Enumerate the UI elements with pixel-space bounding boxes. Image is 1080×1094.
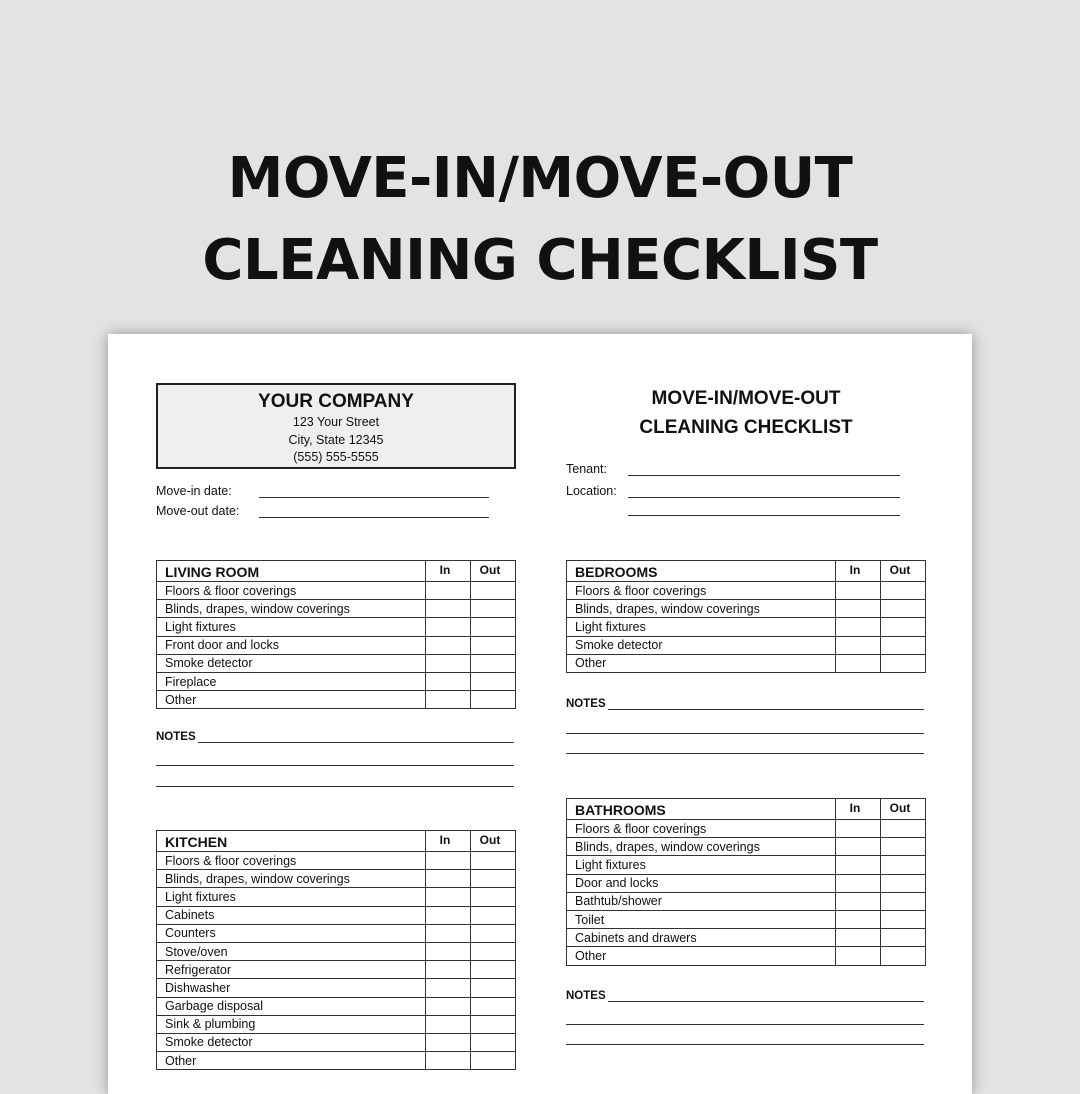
checklist-item-label: Light fixtures bbox=[567, 856, 836, 874]
table-row bbox=[157, 1033, 516, 1051]
in-checkbox-cell[interactable] bbox=[426, 1033, 471, 1051]
move-out-date-row bbox=[156, 500, 489, 518]
company-city: City, State 12345 bbox=[288, 432, 384, 447]
checklist-item-label: Smoke detector bbox=[157, 654, 426, 672]
checklist-item-label: Cabinets bbox=[157, 906, 426, 924]
checklist-item-label: Counters bbox=[157, 924, 426, 942]
in-checkbox-cell[interactable] bbox=[836, 947, 881, 965]
checklist-item-label: Floors & floor coverings bbox=[157, 852, 426, 870]
in-checkbox-cell[interactable] bbox=[426, 600, 471, 618]
in-column-header: In bbox=[426, 831, 471, 852]
tenant-row bbox=[566, 458, 900, 476]
checklist-item-label: Door and locks bbox=[567, 874, 836, 892]
out-checkbox-cell[interactable] bbox=[471, 997, 516, 1015]
move-in-date-row bbox=[156, 480, 489, 498]
tenant-label: Tenant: bbox=[566, 462, 608, 476]
checklist-item-label: Stove/oven bbox=[157, 942, 426, 960]
checklist-item-label: Blinds, drapes, window coverings bbox=[567, 838, 836, 856]
living-room-notes-line[interactable] bbox=[156, 765, 514, 766]
checklist-item-label: Floors & floor coverings bbox=[567, 582, 836, 600]
in-checkbox-cell[interactable] bbox=[426, 906, 471, 924]
in-column-header: In bbox=[836, 799, 881, 820]
living-room-notes-line[interactable] bbox=[156, 786, 514, 787]
in-checkbox-cell[interactable] bbox=[426, 654, 471, 672]
notes-label: NOTES bbox=[566, 698, 606, 710]
out-checkbox-cell[interactable] bbox=[471, 924, 516, 942]
checklist-item-label: Other bbox=[567, 947, 836, 965]
living-room-notes bbox=[156, 731, 514, 743]
out-column-header: Out bbox=[881, 561, 926, 582]
out-checkbox-cell[interactable] bbox=[881, 947, 926, 965]
in-checkbox-cell[interactable] bbox=[426, 618, 471, 636]
out-checkbox-cell[interactable] bbox=[471, 888, 516, 906]
out-checkbox-cell[interactable] bbox=[471, 618, 516, 636]
table-row bbox=[157, 654, 516, 672]
table-row bbox=[567, 636, 926, 654]
out-checkbox-cell[interactable] bbox=[881, 582, 926, 600]
out-checkbox-cell[interactable] bbox=[471, 979, 516, 997]
in-checkbox-cell[interactable] bbox=[836, 910, 881, 928]
checklist-item-label: Cabinets and drawers bbox=[567, 929, 836, 947]
out-checkbox-cell[interactable] bbox=[471, 1015, 516, 1033]
in-checkbox-cell[interactable] bbox=[426, 1015, 471, 1033]
in-checkbox-cell[interactable] bbox=[426, 979, 471, 997]
bathrooms-notes-line[interactable] bbox=[566, 1044, 924, 1045]
table-row bbox=[157, 618, 516, 636]
document-title-line-1: MOVE-IN/MOVE-OUT bbox=[651, 388, 841, 409]
section-title: BEDROOMS bbox=[567, 561, 836, 582]
hero-title-line-2: CLEANING CHECKLIST bbox=[202, 228, 878, 293]
out-checkbox-cell[interactable] bbox=[471, 852, 516, 870]
table-row bbox=[157, 691, 516, 709]
table-row bbox=[567, 910, 926, 928]
table-row bbox=[157, 906, 516, 924]
table-row bbox=[157, 924, 516, 942]
table-row bbox=[567, 856, 926, 874]
checklist-item-label: Other bbox=[567, 654, 836, 672]
in-column-header: In bbox=[426, 561, 471, 582]
table-row bbox=[567, 874, 926, 892]
bedrooms-table bbox=[566, 560, 926, 673]
out-checkbox-cell[interactable] bbox=[881, 618, 926, 636]
move-in-date-field[interactable] bbox=[259, 484, 489, 498]
checklist-item-label: Light fixtures bbox=[567, 618, 836, 636]
kitchen-table bbox=[156, 830, 516, 1070]
in-checkbox-cell[interactable] bbox=[836, 618, 881, 636]
table-row bbox=[157, 888, 516, 906]
out-checkbox-cell[interactable] bbox=[471, 1052, 516, 1070]
notes-field[interactable] bbox=[608, 698, 924, 710]
table-row bbox=[567, 820, 926, 838]
section-title: KITCHEN bbox=[157, 831, 426, 852]
checklist-item-label: Sink & plumbing bbox=[157, 1015, 426, 1033]
out-checkbox-cell[interactable] bbox=[881, 874, 926, 892]
in-checkbox-cell[interactable] bbox=[836, 856, 881, 874]
out-checkbox-cell[interactable] bbox=[881, 910, 926, 928]
in-column-header: In bbox=[836, 561, 881, 582]
checklist-item-label: Dishwasher bbox=[157, 979, 426, 997]
hero-title-line-1: MOVE-IN/MOVE-OUT bbox=[227, 146, 853, 211]
table-row bbox=[157, 997, 516, 1015]
bathrooms-notes-line[interactable] bbox=[566, 1024, 924, 1025]
in-checkbox-cell[interactable] bbox=[426, 672, 471, 690]
table-header-row bbox=[567, 561, 926, 582]
move-in-date-label: Move-in date: bbox=[156, 484, 232, 498]
checklist-item-label: Smoke detector bbox=[567, 636, 836, 654]
tenant-field[interactable] bbox=[628, 462, 900, 476]
table-row bbox=[157, 1052, 516, 1070]
out-checkbox-cell[interactable] bbox=[471, 691, 516, 709]
out-checkbox-cell[interactable] bbox=[471, 654, 516, 672]
checklist-sheet bbox=[108, 334, 972, 1094]
move-out-date-field[interactable] bbox=[259, 504, 489, 518]
in-checkbox-cell[interactable] bbox=[836, 874, 881, 892]
document-title bbox=[566, 384, 926, 442]
out-checkbox-cell[interactable] bbox=[471, 870, 516, 888]
document-title-line-2: CLEANING CHECKLIST bbox=[639, 417, 853, 438]
checklist-item-label: Other bbox=[157, 691, 426, 709]
out-checkbox-cell[interactable] bbox=[471, 1033, 516, 1051]
in-checkbox-cell[interactable] bbox=[836, 838, 881, 856]
in-checkbox-cell[interactable] bbox=[426, 852, 471, 870]
out-checkbox-cell[interactable] bbox=[471, 961, 516, 979]
location-label: Location: bbox=[566, 484, 617, 498]
out-checkbox-cell[interactable] bbox=[881, 838, 926, 856]
checklist-item-label: Blinds, drapes, window coverings bbox=[567, 600, 836, 618]
in-checkbox-cell[interactable] bbox=[426, 691, 471, 709]
in-checkbox-cell[interactable] bbox=[836, 582, 881, 600]
table-row bbox=[157, 852, 516, 870]
out-checkbox-cell[interactable] bbox=[881, 636, 926, 654]
company-phone: (555) 555-5555 bbox=[293, 450, 379, 464]
table-row bbox=[567, 582, 926, 600]
out-checkbox-cell[interactable] bbox=[471, 582, 516, 600]
bedrooms-notes-line[interactable] bbox=[566, 753, 924, 754]
out-checkbox-cell[interactable] bbox=[881, 929, 926, 947]
out-checkbox-cell[interactable] bbox=[471, 942, 516, 960]
table-header-row bbox=[567, 799, 926, 820]
out-checkbox-cell[interactable] bbox=[471, 636, 516, 654]
table-row bbox=[157, 582, 516, 600]
checklist-item-label: Light fixtures bbox=[157, 888, 426, 906]
table-row bbox=[567, 600, 926, 618]
checklist-item-label: Front door and locks bbox=[157, 636, 426, 654]
out-checkbox-cell[interactable] bbox=[881, 820, 926, 838]
out-column-header: Out bbox=[471, 561, 516, 582]
table-row bbox=[157, 600, 516, 618]
out-checkbox-cell[interactable] bbox=[881, 600, 926, 618]
out-checkbox-cell[interactable] bbox=[471, 672, 516, 690]
bedrooms-notes bbox=[566, 698, 924, 710]
table-row bbox=[157, 672, 516, 690]
table-row bbox=[567, 654, 926, 672]
bathrooms-table bbox=[566, 798, 926, 966]
section-title: LIVING ROOM bbox=[157, 561, 426, 582]
in-checkbox-cell[interactable] bbox=[426, 636, 471, 654]
in-checkbox-cell[interactable] bbox=[426, 1052, 471, 1070]
in-checkbox-cell[interactable] bbox=[836, 600, 881, 618]
in-checkbox-cell[interactable] bbox=[426, 942, 471, 960]
location-row bbox=[566, 480, 900, 498]
move-out-date-label: Move-out date: bbox=[156, 504, 240, 518]
checklist-item-label: Smoke detector bbox=[157, 1033, 426, 1051]
notes-label: NOTES bbox=[566, 990, 606, 1002]
notes-field[interactable] bbox=[608, 990, 924, 1002]
hero-title bbox=[0, 138, 1080, 302]
checklist-item-label: Blinds, drapes, window coverings bbox=[157, 870, 426, 888]
table-row bbox=[567, 929, 926, 947]
table-row bbox=[157, 636, 516, 654]
in-checkbox-cell[interactable] bbox=[426, 888, 471, 906]
section-title: BATHROOMS bbox=[567, 799, 836, 820]
table-row bbox=[567, 838, 926, 856]
living-room-table bbox=[156, 560, 516, 709]
checklist-item-label: Bathtub/shower bbox=[567, 892, 836, 910]
in-checkbox-cell[interactable] bbox=[426, 582, 471, 600]
out-checkbox-cell[interactable] bbox=[881, 654, 926, 672]
table-row bbox=[157, 979, 516, 997]
checklist-item-label: Garbage disposal bbox=[157, 997, 426, 1015]
location-field[interactable] bbox=[628, 484, 900, 498]
in-checkbox-cell[interactable] bbox=[426, 961, 471, 979]
company-name: YOUR COMPANY bbox=[258, 391, 414, 412]
in-checkbox-cell[interactable] bbox=[836, 636, 881, 654]
notes-field[interactable] bbox=[198, 731, 514, 743]
table-row bbox=[567, 892, 926, 910]
out-checkbox-cell[interactable] bbox=[471, 906, 516, 924]
checklist-item-label: Fireplace bbox=[157, 672, 426, 690]
location-field-line-2[interactable] bbox=[628, 515, 900, 516]
table-row bbox=[567, 947, 926, 965]
in-checkbox-cell[interactable] bbox=[836, 929, 881, 947]
checklist-item-label: Floors & floor coverings bbox=[567, 820, 836, 838]
in-checkbox-cell[interactable] bbox=[426, 997, 471, 1015]
out-checkbox-cell[interactable] bbox=[881, 856, 926, 874]
company-info-box bbox=[156, 383, 516, 469]
in-checkbox-cell[interactable] bbox=[426, 924, 471, 942]
notes-label: NOTES bbox=[156, 731, 196, 743]
checklist-item-label: Floors & floor coverings bbox=[157, 582, 426, 600]
table-header-row bbox=[157, 561, 516, 582]
bedrooms-notes-line[interactable] bbox=[566, 733, 924, 734]
in-checkbox-cell[interactable] bbox=[836, 654, 881, 672]
company-street: 123 Your Street bbox=[292, 415, 380, 429]
in-checkbox-cell[interactable] bbox=[836, 820, 881, 838]
checklist-item-label: Refrigerator bbox=[157, 961, 426, 979]
table-row bbox=[157, 942, 516, 960]
bathrooms-notes bbox=[566, 990, 924, 1002]
table-row bbox=[157, 961, 516, 979]
out-checkbox-cell[interactable] bbox=[881, 892, 926, 910]
checklist-item-label: Toilet bbox=[567, 910, 836, 928]
table-row bbox=[157, 870, 516, 888]
out-checkbox-cell[interactable] bbox=[471, 600, 516, 618]
checklist-item-label: Other bbox=[157, 1052, 426, 1070]
checklist-item-label: Blinds, drapes, window coverings bbox=[157, 600, 426, 618]
in-checkbox-cell[interactable] bbox=[836, 892, 881, 910]
checklist-item-label: Light fixtures bbox=[157, 618, 426, 636]
out-column-header: Out bbox=[471, 831, 516, 852]
out-column-header: Out bbox=[881, 799, 926, 820]
table-row bbox=[157, 1015, 516, 1033]
in-checkbox-cell[interactable] bbox=[426, 870, 471, 888]
table-header-row bbox=[157, 831, 516, 852]
table-row bbox=[567, 618, 926, 636]
